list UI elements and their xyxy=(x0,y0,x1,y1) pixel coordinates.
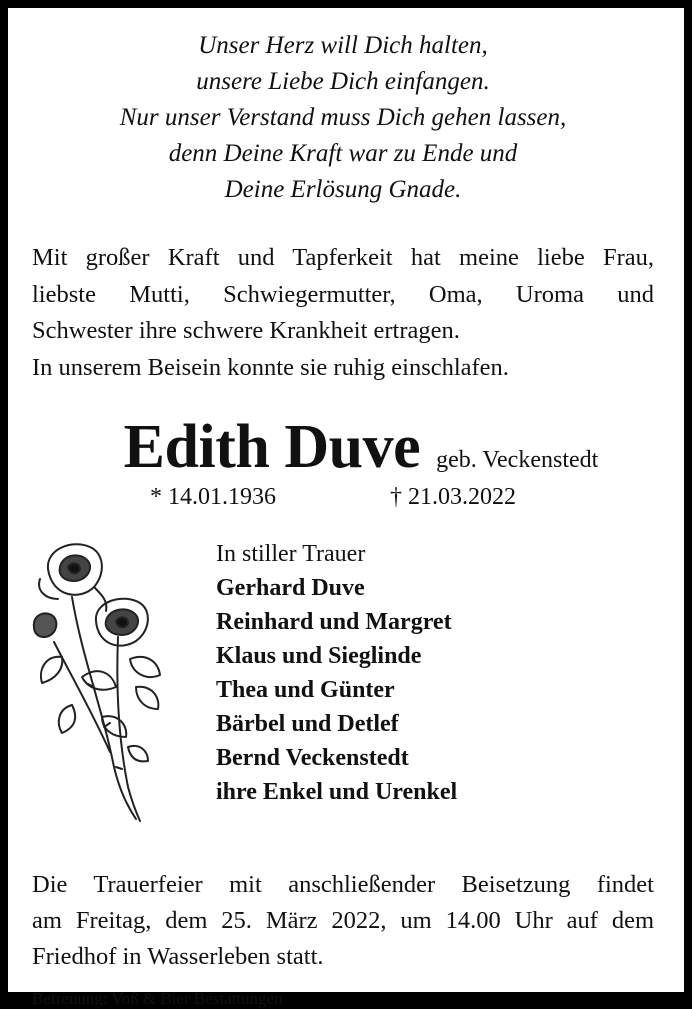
mourners-lead: In stiller Trauer xyxy=(216,541,366,567)
birth-date: * 14.01.1936 xyxy=(150,484,276,510)
maiden-name: geb. Veckenstedt xyxy=(436,447,599,473)
mourner-name: Bärbel und Detlef xyxy=(216,711,399,737)
mourner-name: Gerhard Duve xyxy=(216,575,365,601)
service-line: am Freitag, dem 25. März 2022, um 14.00 Uhr auf dem xyxy=(32,907,654,934)
intro-line: liebste Mutti, Schwiegermutter, Oma, Uroma und xyxy=(32,280,654,308)
mourners-list xyxy=(216,537,457,809)
intro-line: Schwester ihre schwere Krankheit ertragen. xyxy=(32,317,460,344)
poem xyxy=(32,28,654,208)
mourner-name: Reinhard und Margret xyxy=(216,609,452,635)
mourner-name: Klaus und Sieglinde xyxy=(216,643,422,669)
death-date: † 21.03.2022 xyxy=(390,484,516,510)
poem-line: denn Deine Kraft war zu Ende und xyxy=(168,140,518,167)
roses-icon xyxy=(32,537,172,827)
funeral-home-credit: Betreuung: Voß & Bier Bestattungen xyxy=(32,989,283,1008)
mourners-section xyxy=(32,537,654,827)
poem-line: Deine Erlösung Gnade. xyxy=(224,176,462,203)
intro-line: Mit großer Kraft und Tapferkeit hat meine liebe Frau, xyxy=(32,244,654,271)
intro-line: In unserem Beisein konnte sie ruhig einschlafen. xyxy=(32,353,509,381)
deceased-name-row xyxy=(68,413,654,481)
poem-line: unsere Liebe Dich einfangen. xyxy=(196,68,490,95)
obituary-notice xyxy=(8,8,684,1008)
mourner-name: ihre Enkel und Urenkel xyxy=(216,779,458,805)
service-line: Die Trauerfeier mit anschließender Beisetzung findet xyxy=(32,871,654,898)
service-line: Friedhof in Wasserleben statt. xyxy=(32,943,324,970)
mourner-name: Bernd Veckenstedt xyxy=(216,745,409,771)
mourner-name: Thea und Günter xyxy=(216,677,395,703)
deceased-name: Edith Duve xyxy=(123,413,421,481)
life-dates xyxy=(150,484,654,511)
intro-text xyxy=(32,240,654,386)
poem-line: Unser Herz will Dich halten, xyxy=(198,32,488,59)
service-details xyxy=(32,867,654,975)
poem-line: Nur unser Verstand muss Dich gehen lassen, xyxy=(119,104,567,131)
